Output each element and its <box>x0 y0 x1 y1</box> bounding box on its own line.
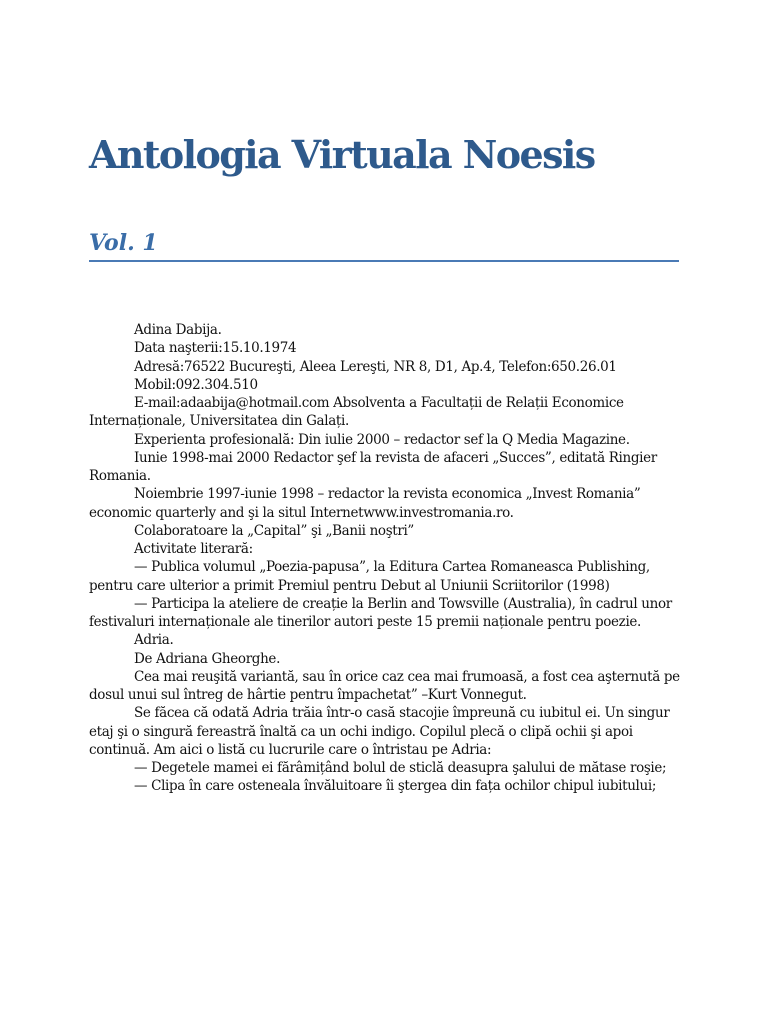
body-paragraph: Activitate literară: <box>134 541 253 557</box>
body-paragraph: De Adriana Gheorghe. <box>134 650 281 667</box>
body-paragraph: Noiembrie 1997-iunie 1998 – redactor la revista economica „Invest Romania” economic quarterly and şi la situl Internetwww.investromania.ro. <box>89 486 641 521</box>
body-paragraph: Colaboratoare la „Capital” şi „Banii noştri” <box>134 522 414 539</box>
body-paragraph: E-mail:adaabija@hotmail.com Absolventa a Facultații de Relații Economice Internaționale, Universitatea din Galați. <box>89 395 624 430</box>
body-paragraph: Adria. <box>134 632 174 649</box>
body-paragraph: — Participa la ateliere de creație la Berlin and Towsville (Australia), în cadrul unor festivaluri internaționale ale tinerilor autori peste 15 premii naționale pentru poezie. <box>89 595 672 630</box>
document-title: Antologia Virtuala Noesis <box>89 132 595 177</box>
body-paragraph: Iunie 1998-mai 2000 Redactor şef la revista de afaceri „Succes”, editată Ringier Romania. <box>89 449 657 484</box>
body-paragraph: Adina Dabija. <box>134 322 222 338</box>
body-paragraph: Experienta profesională: Din iulie 2000 – redactor sef la Q Media Magazine. <box>134 431 630 448</box>
title-divider <box>89 260 679 262</box>
body-text <box>89 321 681 796</box>
volume-subtitle: Vol. 1 <box>89 230 158 256</box>
body-paragraph: — Publica volumul „Poezia-papusa”, la Editura Cartea Romaneasca Publishing, pentru care ulterior a primit Premiul pentru Debut al Uniunii Scriitorilor (1998) <box>89 559 650 594</box>
body-paragraph: Se făcea că odată Adria trăia într-o casă stacojie împreună cu iubitul ei. Un singur etaj şi o singură fereastră înaltă ca un ochi indigo. Copilul plecă o clipă ochii şi apoi continuă. Am aici o listă cu lucrurile care o întristau pe Adria: <box>89 705 670 758</box>
body-paragraph: Cea mai reuşită variantă, sau în orice caz cea mai frumoasă, a fost cea aşternută pe dosul unui sul întreg de hârtie pentru împachetat” –Kurt Vonnegut. <box>89 668 680 703</box>
body-paragraph: — Degetele mamei ei fărâmițând bolul de sticlă deasupra şalului de mătase roşie; <box>134 760 667 776</box>
body-paragraph: Mobil:092.304.510 <box>134 376 258 393</box>
body-paragraph: Adresă:76522 Bucureşti, Aleea Lereşti, NR 8, D1, Ap.4, Telefon:650.26.01 <box>134 358 617 375</box>
body-paragraph: Data naşterii:15.10.1974 <box>134 340 297 357</box>
body-paragraph: — Clipa în care osteneala învăluitoare îi ştergea din fața ochilor chipul iubitului; <box>134 778 657 795</box>
